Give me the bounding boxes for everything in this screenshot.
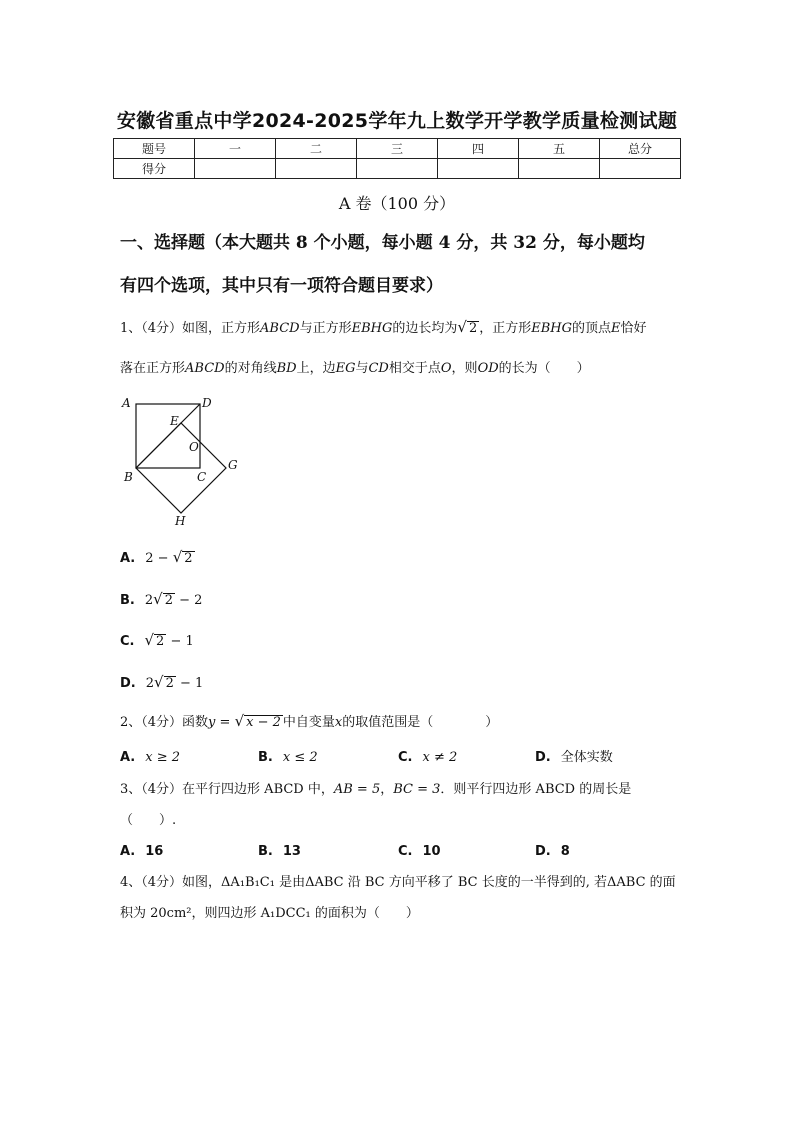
sqrt-symbol: √ [457, 318, 467, 336]
part-heading-line-2: 有四个选项，其中只有一项符合题目要求） [120, 276, 443, 296]
score-header-cell: 总分 [600, 139, 681, 159]
score-row-label: 得分 [114, 159, 195, 179]
question-2: 2、（4分）函数y = √ x − 2 中自变量x的取值范围是（ ） [120, 712, 499, 730]
score-cell [195, 159, 276, 179]
label-o: O [189, 440, 199, 454]
score-table-score-row [114, 159, 681, 179]
page-title: 安徽省重点中学2024-2025学年九上数学开学教学质量检测试题 [116, 110, 678, 132]
score-header-cell: 三 [357, 139, 438, 159]
label-b: B [124, 470, 133, 484]
q3-option-d[interactable]: D. 8 [535, 844, 570, 859]
score-header-cell: 四 [438, 139, 519, 159]
label-g: G [228, 458, 238, 472]
q1-option-a[interactable]: A. 2 − √ 2 [120, 548, 193, 566]
score-table [113, 138, 681, 179]
question-4-line-2: 积为 20cm²，则四边形 A₁DCC₁ 的面积为（ ） [120, 906, 419, 921]
score-cell [276, 159, 357, 179]
score-header-cell: 五 [519, 139, 600, 159]
square-geometry-figure [118, 395, 248, 530]
question-1-line-2: 落在正方形ABCD的对角线BD上，边EG与CD相交于点O，则OD的长为（ ） [120, 361, 590, 376]
score-header-cell: 题号 [114, 139, 195, 159]
score-cell [357, 159, 438, 179]
figure-svg [118, 395, 248, 530]
q1-option-d[interactable]: D. 2√ 2 − 1 [120, 673, 204, 691]
label-a: A [122, 396, 131, 410]
score-table-header-row [114, 139, 681, 159]
score-cell [600, 159, 681, 179]
question-3-line-1: 3、（4分）在平行四边形 ABCD 中，AB = 5，BC = 3．则平行四边形 ABCD 的周长是 [120, 782, 632, 797]
label-d: D [202, 396, 212, 410]
question-1-line-1: 1、（4分）如图，正方形ABCD与正方形EBHG的边长均为√ 2 ，正方形EBHG的顶点E恰好 [120, 318, 647, 336]
label-e: E [170, 414, 179, 428]
q2-option-c[interactable]: C. x ≠ 2 [398, 750, 458, 765]
q3-option-b[interactable]: B. 13 [258, 844, 301, 859]
label-h: H [175, 514, 186, 528]
section-heading: A 卷（100 分） [338, 194, 456, 213]
q3-option-c[interactable]: C. 10 [398, 844, 441, 859]
q2-option-a[interactable]: A. x ≥ 2 [120, 750, 181, 765]
score-header-cell: 一 [195, 139, 276, 159]
part-heading-line-1: 一、选择题（本大题共 8 个小题，每小题 4 分，共 32 分，每小题均 [120, 233, 645, 253]
q1-option-c[interactable]: C. √ 2 − 1 [120, 631, 194, 649]
q2-option-d[interactable]: D. 全体实数 [535, 750, 613, 765]
question-4-line-1: 4、（4分）如图，ΔA₁B₁C₁ 是由ΔABC 沿 BC 方向平移了 BC 长度的一半得到的, 若ΔABC 的面 [120, 875, 676, 890]
q2-option-b[interactable]: B. x ≤ 2 [258, 750, 318, 765]
question-3-line-2: （ ）. [120, 813, 177, 828]
score-cell [519, 159, 600, 179]
score-cell [438, 159, 519, 179]
q3-option-a[interactable]: A. 16 [120, 844, 164, 859]
q1-option-b[interactable]: B. 2√ 2 − 2 [120, 590, 203, 608]
score-header-cell: 二 [276, 139, 357, 159]
label-c: C [197, 470, 207, 484]
